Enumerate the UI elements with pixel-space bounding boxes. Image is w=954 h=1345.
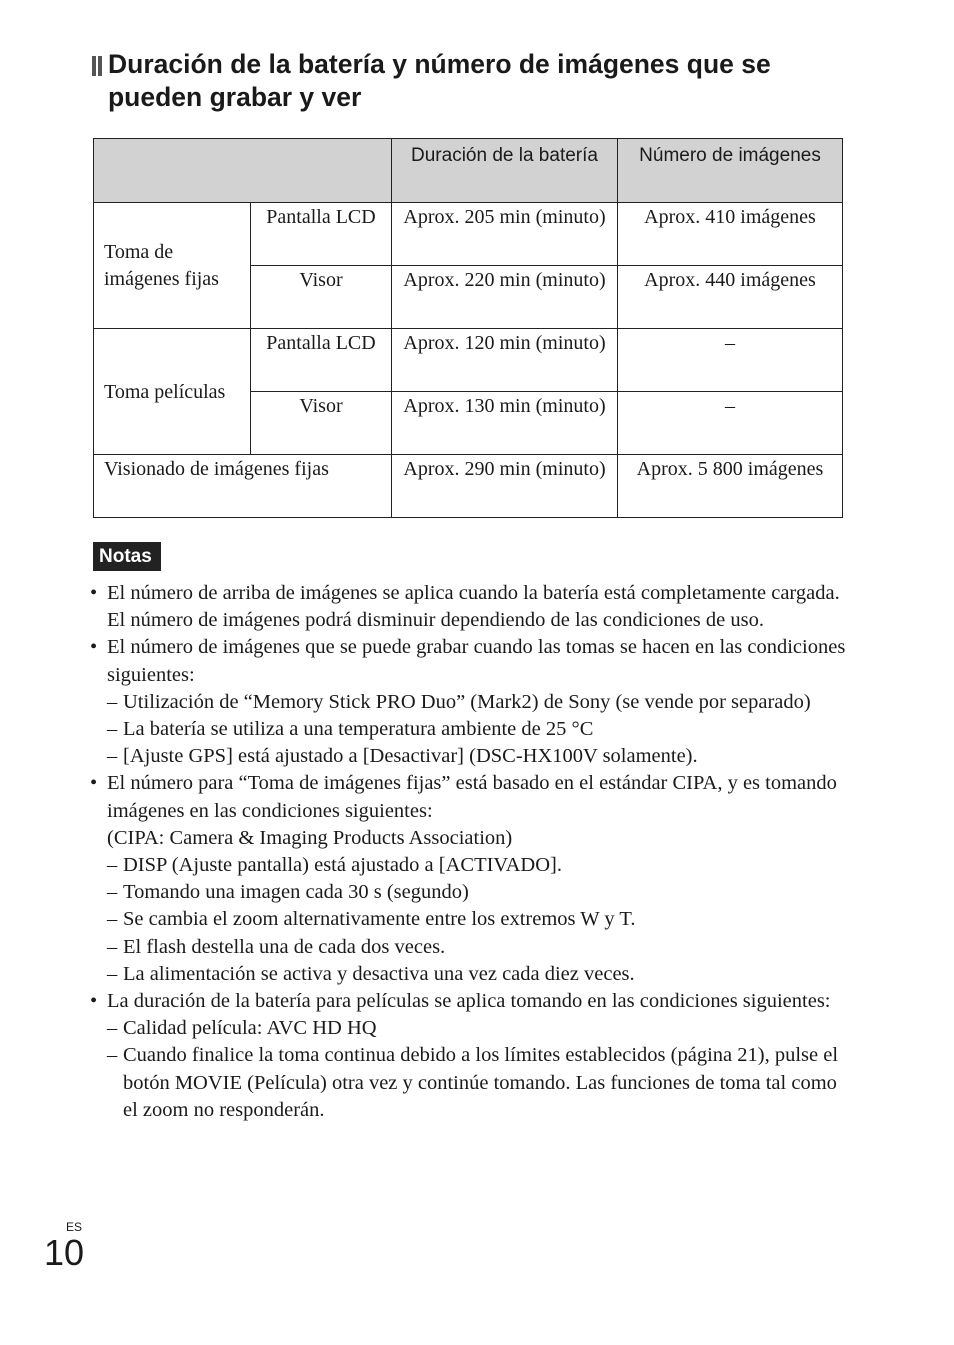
dash-icon: – — [107, 962, 118, 985]
note-subitem — [107, 961, 846, 988]
images-cell: Aprox. 410 imágenes — [618, 203, 843, 266]
note-subitem-text: La batería se utiliza a una temperatura ambiente de 25 °C — [123, 718, 594, 741]
bullet-icon: • — [90, 990, 98, 1013]
note-text: El número para “Toma de imágenes fijas” está basado en el estándar CIPA, y es tomando imágenes en las condiciones siguientes: — [107, 772, 837, 822]
page-number: 10 — [44, 1232, 85, 1273]
section-heading — [92, 48, 852, 114]
table-header-empty — [94, 139, 392, 203]
note-subitem-text: [Ajuste GPS] está ajustado a [Desactivar] (DSC-HX100V solamente). — [123, 745, 698, 768]
dash-icon: – — [107, 1044, 118, 1067]
table-row — [94, 203, 843, 266]
note-subitem — [107, 689, 846, 716]
note-subitem-text: Tomando una imagen cada 30 s (segundo) — [123, 881, 469, 904]
page-title: Duración de la batería y número de imágenes que se pueden grabar y ver — [108, 49, 771, 112]
note-subitem — [107, 879, 846, 906]
note-item — [86, 634, 846, 770]
note-text: El número de arriba de imágenes se aplica cuando la batería está completamente cargada. El número de imágenes podrá disminuir dependiendo de las condiciones de uso. — [107, 582, 840, 632]
duration-cell: Aprox. 220 min (minuto) — [392, 266, 618, 329]
table-row — [94, 455, 843, 518]
note-subitem-text: DISP (Ajuste pantalla) está ajustado a [ACTIVADO]. — [123, 854, 562, 877]
images-cell: – — [618, 392, 843, 455]
group-label-movie: Toma películas — [94, 329, 251, 455]
note-subitem — [107, 852, 846, 879]
mode-cell: Visor — [251, 266, 392, 329]
images-cell: Aprox. 5 800 imágenes — [618, 455, 843, 518]
table-header-images: Número de imágenes — [618, 139, 843, 203]
note-subitem-text: Se cambia el zoom alternativamente entre los extremos W y T. — [123, 908, 636, 931]
dash-icon: – — [107, 690, 118, 713]
note-subitem — [107, 906, 846, 933]
mode-cell: Pantalla LCD — [251, 203, 392, 266]
note-item — [86, 988, 846, 1124]
heading-marker-icon — [92, 56, 102, 76]
dash-icon: – — [107, 854, 118, 877]
group-label-still: Toma de imágenes fijas — [94, 203, 251, 329]
note-text: El número de imágenes que se puede grabar cuando las tomas se hacen en las condiciones siguientes: — [107, 636, 846, 686]
note-subitem — [107, 934, 846, 961]
playback-label: Visionado de imágenes fijas — [94, 455, 392, 518]
dash-icon: – — [107, 881, 118, 904]
table-row — [94, 329, 843, 392]
note-subitem — [107, 743, 846, 770]
note-subitem — [107, 1015, 846, 1042]
table-header-row — [94, 139, 843, 203]
images-cell: Aprox. 440 imágenes — [618, 266, 843, 329]
dash-icon: – — [107, 1017, 118, 1040]
note-item — [86, 770, 846, 988]
duration-cell: Aprox. 120 min (minuto) — [392, 329, 618, 392]
note-text: La duración de la batería para películas se aplica tomando en las condiciones siguientes: — [107, 990, 831, 1013]
mode-cell: Pantalla LCD — [251, 329, 392, 392]
table-header-duration: Duración de la batería — [392, 139, 618, 203]
bullet-icon: • — [90, 772, 98, 795]
language-code: ES — [66, 1220, 83, 1234]
dash-icon: – — [107, 935, 118, 958]
dash-icon: – — [107, 908, 118, 931]
note-extra: (CIPA: Camera & Imaging Products Association) — [107, 826, 513, 849]
note-item — [86, 580, 846, 634]
note-subitem-text: El flash destella una de cada dos veces. — [123, 935, 446, 958]
note-subitem — [107, 1042, 846, 1124]
bullet-icon: • — [90, 636, 98, 659]
dash-icon: – — [107, 745, 118, 768]
battery-table — [93, 138, 843, 518]
note-subitem-text: Calidad película: AVC HD HQ — [123, 1017, 377, 1040]
mode-cell: Visor — [251, 392, 392, 455]
notes-list — [86, 580, 846, 1124]
note-subitem-text: La alimentación se activa y desactiva una vez cada diez veces. — [123, 962, 635, 985]
duration-cell: Aprox. 205 min (minuto) — [392, 203, 618, 266]
notes-label: Notas — [93, 542, 161, 571]
duration-cell: Aprox. 290 min (minuto) — [392, 455, 618, 518]
bullet-icon: • — [90, 582, 98, 604]
note-subitem-text: Utilización de “Memory Stick PRO Duo” (Mark2) de Sony (se vende por separado) — [123, 690, 811, 713]
dash-icon: – — [107, 718, 118, 741]
duration-cell: Aprox. 130 min (minuto) — [392, 392, 618, 455]
images-cell: – — [618, 329, 843, 392]
note-subitem — [107, 716, 846, 743]
note-subitem-text: Cuando finalice la toma continua debido a los límites establecidos (página 21), pulse el botón MOVIE (Película) otra vez y continúe tomando. Las funciones de toma tal como el zoom no responderán. — [123, 1044, 839, 1121]
